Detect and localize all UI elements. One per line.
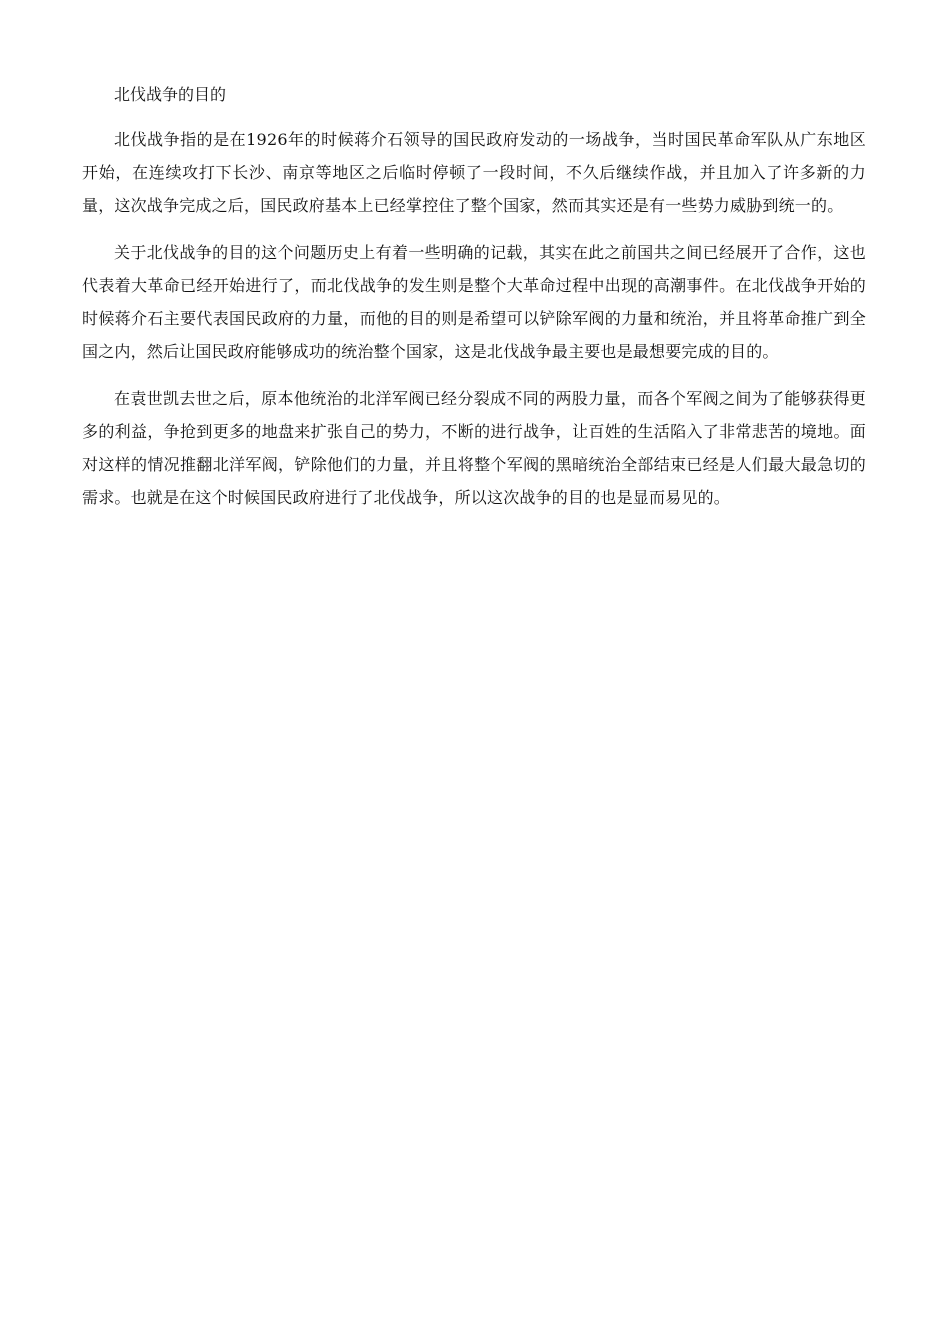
paragraph-1: 北伐战争指的是在1926年的时候蒋介石领导的国民政府发动的一场战争，当时国民革命军队从广东地区开始，在连续攻打下长沙、南京等地区之后临时停顿了一段时间，不久后继续作战，并且加入了许多新的力量，这次战争完成之后，国民政府基本上已经掌控住了整个国家，然而其实还是有一些势力威胁到统一的。 bbox=[82, 130, 866, 215]
paragraph-2: 关于北伐战争的目的这个问题历史上有着一些明确的记载，其实在此之前国共之间已经展开了合作，这也代表着大革命已经开始进行了，而北伐战争的发生则是整个大革命过程中出现的高潮事件。在北伐战争开始的时候蒋介石主要代表国民政府的力量，而他的目的则是希望可以铲除军阀的力量和统治，并且将革命推广到全国之内，然后让国民政府能够成功的统治整个国家，这是北伐战争最主要也是最想要完成的目的。 bbox=[82, 243, 866, 361]
document-body bbox=[82, 78, 866, 528]
paragraph-3: 在袁世凯去世之后，原本他统治的北洋军阀已经分裂成不同的两股力量，而各个军阀之间为了能够获得更多的利益，争抢到更多的地盘来扩张自己的势力，不断的进行战争，让百姓的生活陷入了非常悲苦的境地。面对这样的情况推翻北洋军阀，铲除他们的力量，并且将整个军阀的黑暗统治全部结束已经是人们最大最急切的需求。也就是在这个时候国民政府进行了北伐战争，所以这次战争的目的也是显而易见的。 bbox=[82, 389, 866, 507]
document-title: 北伐战争的目的 bbox=[114, 85, 227, 104]
